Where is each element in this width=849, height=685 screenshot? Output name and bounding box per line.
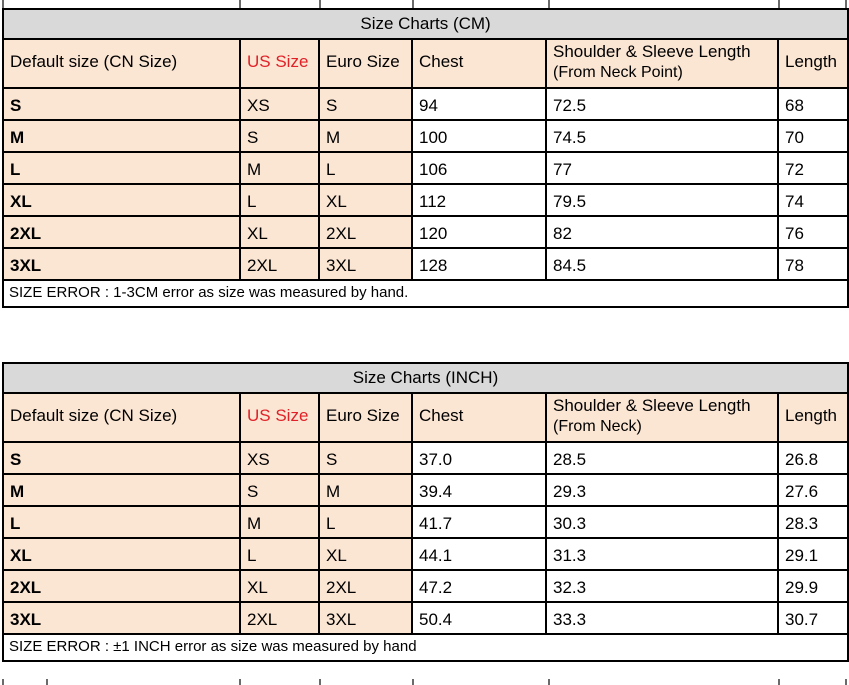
column-header-us-size: US Size — [240, 39, 319, 88]
table-cell: 29.1 — [778, 538, 848, 570]
table-cell: 50.4 — [412, 602, 546, 634]
table-cell: 82 — [546, 216, 778, 248]
size-table-row — [3, 248, 848, 280]
table-cell: 2XL — [319, 216, 412, 248]
grid-tick — [412, 0, 414, 8]
table-cell: M — [3, 474, 240, 506]
table-cell: 3XL — [3, 248, 240, 280]
table-cell: 2XL — [3, 570, 240, 602]
table-cell: 2XL — [319, 570, 412, 602]
table-cell: 27.6 — [778, 474, 848, 506]
table-cell: S — [240, 120, 319, 152]
table-cell: XL — [240, 216, 319, 248]
table-cell: 100 — [412, 120, 546, 152]
table-cell: 94 — [412, 88, 546, 120]
size-error-note-row — [3, 634, 848, 661]
grid-tick — [2, 679, 4, 685]
table-cell: 28.3 — [778, 506, 848, 538]
table-cell: 3XL — [319, 602, 412, 634]
size-rows-cm — [3, 88, 848, 280]
table-cell: 72.5 — [546, 88, 778, 120]
table-title-row — [3, 363, 848, 393]
table-cell: 29.9 — [778, 570, 848, 602]
size-table-row — [3, 442, 848, 474]
size-table-row — [3, 216, 848, 248]
column-header-shoulder-line1: Shoulder & Sleeve Length — [553, 42, 751, 62]
size-table-row — [3, 88, 848, 120]
table-header-row — [3, 393, 848, 442]
size-table-row — [3, 184, 848, 216]
table-cell: M — [319, 120, 412, 152]
table-cell: M — [240, 506, 319, 538]
table-cell: L — [3, 152, 240, 184]
column-header-shoulder-sleeve — [546, 393, 778, 442]
column-header-shoulder-sleeve — [546, 39, 778, 88]
size-table-row — [3, 506, 848, 538]
table-cell: XS — [240, 88, 319, 120]
grid-tick — [46, 679, 48, 685]
table-title-row — [3, 9, 848, 39]
size-error-note-cm: SIZE ERROR : 1-3CM error as size was measured by hand. — [3, 280, 848, 307]
grid-tick — [845, 0, 847, 8]
table-cell: M — [3, 120, 240, 152]
column-header-shoulder-line2: (From Neck) — [553, 417, 642, 435]
column-header-shoulder-line2: (From Neck Point) — [553, 63, 683, 81]
table-cell: 72 — [778, 152, 848, 184]
column-header-default-size: Default size (CN Size) — [3, 39, 240, 88]
table-cell: 70 — [778, 120, 848, 152]
table-cell: XL — [3, 184, 240, 216]
table-cell: 77 — [546, 152, 778, 184]
table-cell: S — [3, 442, 240, 474]
table-cell: 120 — [412, 216, 546, 248]
table-cell: 78 — [778, 248, 848, 280]
column-header-euro-size: Euro Size — [319, 39, 412, 88]
table-cell: XL — [3, 538, 240, 570]
table-cell: S — [319, 88, 412, 120]
size-table-row — [3, 152, 848, 184]
table-cell: 41.7 — [412, 506, 546, 538]
table-cell: 76 — [778, 216, 848, 248]
table-cell: L — [240, 538, 319, 570]
table-cell: 2XL — [3, 216, 240, 248]
table-cell: 74.5 — [546, 120, 778, 152]
table-cell: 30.7 — [778, 602, 848, 634]
grid-tick — [412, 679, 414, 685]
size-error-note-inch: SIZE ERROR : ±1 INCH error as size was measured by hand — [3, 634, 848, 661]
table-cell: 74 — [778, 184, 848, 216]
table-cell: 39.4 — [412, 474, 546, 506]
size-table-row — [3, 538, 848, 570]
table-cell: XL — [319, 538, 412, 570]
grid-tick — [778, 679, 780, 685]
grid-tick — [239, 0, 241, 8]
table-cell: S — [240, 474, 319, 506]
table-cell: 31.3 — [546, 538, 778, 570]
table-cell: XL — [240, 570, 319, 602]
column-header-shoulder-line1: Shoulder & Sleeve Length — [553, 396, 751, 416]
grid-tick — [778, 0, 780, 8]
table-cell: 106 — [412, 152, 546, 184]
table-cell: 2XL — [240, 248, 319, 280]
table-title-cm: Size Charts (CM) — [3, 9, 848, 39]
table-cell: XS — [240, 442, 319, 474]
grid-tick — [239, 679, 241, 685]
grid-tick — [548, 0, 550, 8]
table-cell: L — [319, 506, 412, 538]
grid-tick — [845, 679, 847, 685]
size-rows-inch — [3, 442, 848, 634]
table-cell: 37.0 — [412, 442, 546, 474]
size-table-row — [3, 602, 848, 634]
column-header-chest: Chest — [412, 39, 546, 88]
size-error-note-row — [3, 280, 848, 307]
table-title-inch: Size Charts (INCH) — [3, 363, 848, 393]
size-table-row — [3, 474, 848, 506]
table-cell: 44.1 — [412, 538, 546, 570]
grid-tick — [548, 679, 550, 685]
size-chart-table-cm — [2, 8, 849, 308]
column-header-us-size: US Size — [240, 393, 319, 442]
table-cell: 32.3 — [546, 570, 778, 602]
table-header-row — [3, 39, 848, 88]
table-cell: 112 — [412, 184, 546, 216]
size-table-row — [3, 120, 848, 152]
column-header-length: Length — [778, 393, 848, 442]
table-cell: 47.2 — [412, 570, 546, 602]
table-cell: 29.3 — [546, 474, 778, 506]
table-cell: XL — [319, 184, 412, 216]
grid-tick — [2, 0, 4, 8]
table-cell: 3XL — [319, 248, 412, 280]
table-cell: 28.5 — [546, 442, 778, 474]
column-header-length: Length — [778, 39, 848, 88]
table-cell: M — [240, 152, 319, 184]
table-cell: S — [319, 442, 412, 474]
column-header-default-size: Default size (CN Size) — [3, 393, 240, 442]
table-cell: L — [240, 184, 319, 216]
table-cell: 84.5 — [546, 248, 778, 280]
size-table-row — [3, 570, 848, 602]
table-cell: 33.3 — [546, 602, 778, 634]
table-cell: L — [3, 506, 240, 538]
grid-tick — [319, 679, 321, 685]
table-cell: 128 — [412, 248, 546, 280]
size-chart-table-inch — [2, 362, 849, 662]
table-cell: 26.8 — [778, 442, 848, 474]
table-cell: 3XL — [3, 602, 240, 634]
table-cell: S — [3, 88, 240, 120]
table-cell: 2XL — [240, 602, 319, 634]
table-cell: 79.5 — [546, 184, 778, 216]
table-cell: 30.3 — [546, 506, 778, 538]
table-cell: L — [319, 152, 412, 184]
table-cell: 68 — [778, 88, 848, 120]
column-header-euro-size: Euro Size — [319, 393, 412, 442]
grid-tick — [319, 0, 321, 8]
column-header-chest: Chest — [412, 393, 546, 442]
table-cell: M — [319, 474, 412, 506]
